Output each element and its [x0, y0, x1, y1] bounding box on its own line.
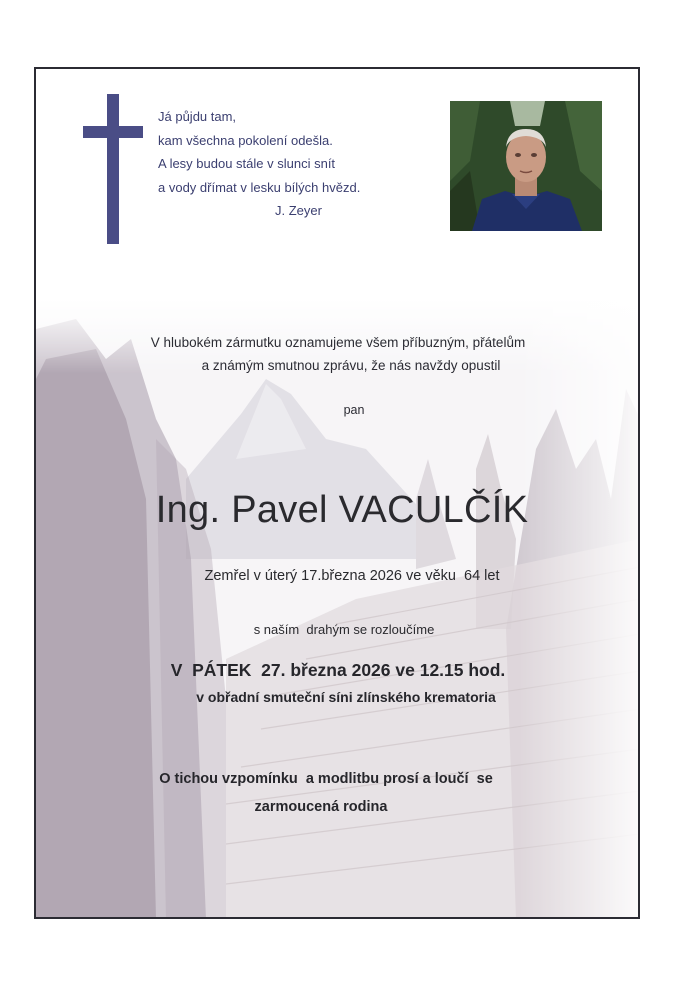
closing-text [34, 765, 628, 821]
farewell-intro: s naším drahým se rozloučíme [253, 622, 435, 637]
poem-line: a vody dřímat v lesku bílých hvězd. [158, 179, 361, 195]
announcement-line: a známým smutnou zprávu, že nás navždy opustil [201, 358, 501, 373]
funeral-venue: v obřadní smuteční síni zlínského krematoria [196, 689, 496, 705]
closing-line: zarmoucená rodina [254, 799, 388, 815]
title-word: pan [343, 403, 365, 417]
poem-block [158, 105, 360, 223]
poem-line: kam všechna pokolení odešla. [158, 132, 333, 148]
funeral-datetime: V PÁTEK 27. března 2026 ve 12.15 hod. [170, 660, 506, 680]
poem-line: Já půjdu tam, [158, 109, 237, 124]
announcement-line: V hlubokém zármutku oznamujeme všem příbuzným, přátelům [150, 335, 526, 350]
poem-line: A lesy budou stále v slunci snít [158, 156, 336, 171]
closing-line: O tichou vzpomínku a modlitbu prosí a loučí se [159, 771, 493, 787]
death-info: Zemřel v úterý 17.března 2026 ve věku 64 let [204, 568, 500, 584]
obituary-card [34, 67, 640, 919]
portrait-photo [450, 101, 602, 231]
poem-author: J. Zeyer [275, 203, 322, 218]
cross-icon [83, 94, 143, 244]
announcement-text [36, 331, 640, 377]
background-landscape-image [36, 299, 640, 919]
deceased-name: Ing. Pavel VACULČÍK [155, 489, 529, 531]
